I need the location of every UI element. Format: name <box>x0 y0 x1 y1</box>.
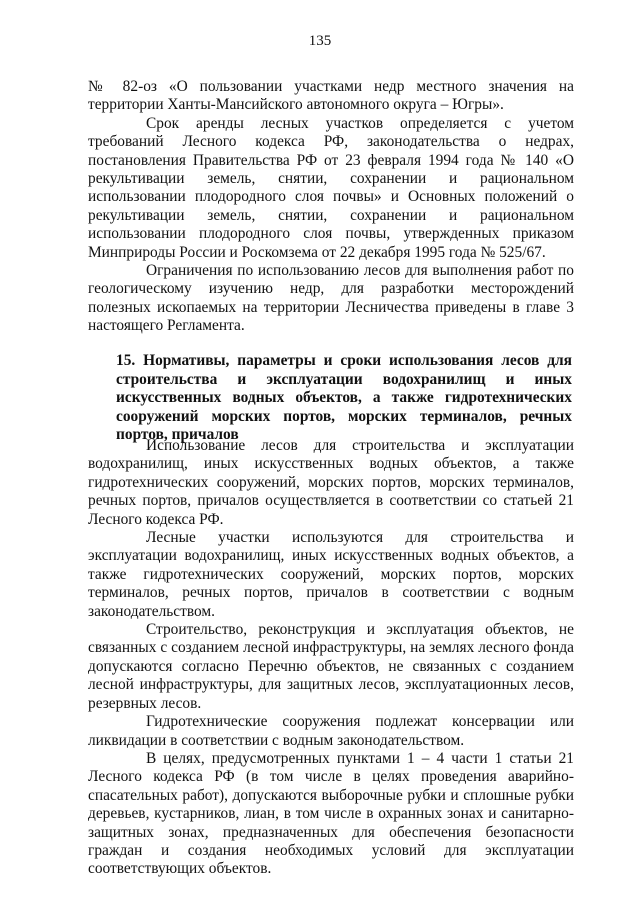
paragraph-continuation: № 82-оз «О пользовании участками недр местного значения на территории Ханты-Мансийского автономного округа – Югры». <box>88 78 574 114</box>
paragraph-usage: Использование лесов для строительства и эксплуатации водохранилищ, иных искусственных водных объектов, а также гидротехнических сооружений, морских портов, морских терминалов, речных портов, причалов осуществляется в соответствии со статьей 21 Лесного кодекса РФ. <box>88 437 574 528</box>
paragraph-logging: В целях, предусмотренных пунктами 1 – 4 части 1 статьи 21 Лесного кодекса РФ (в том числе в целях проведения аварийно-спасательных работ), допускаются выборочные рубки и сплошные рубки деревьев, кустарников, лиан, в том числе в охранных зонах и санитарно-защитных зонах, предназначенных для обеспечения безопасности граждан и создания необходимых условий для эксплуатации соответствующих объектов. <box>88 749 574 878</box>
paragraph-lease-term: Срок аренды лесных участков определяется с учетом требований Лесного кодекса РФ, законодательства о недрах, постановления Правительства РФ от 23 февраля 1994 года № 140 «О рекультивации земель, снятии, сохранении и рациональном использовании плодородного слоя почвы» и Основных положений о рекультивации земель, снятии, сохранении и рациональном использовании плодородного слоя почвы, утвержденных приказом Минприроды России и Роскомзема от 22 декабря 1995 года № 525/67. <box>88 114 574 261</box>
section-heading: 15. Нормативы, параметры и сроки использования лесов для строительства и эксплуатации водохранилищ и иных искусственных водных объектов, а также гидротехнических сооружений морских портов, морских терминалов, речных портов, причалов <box>116 352 572 444</box>
page-number: 135 <box>308 33 332 49</box>
paragraph-construction: Строительство, реконструкция и эксплуатация объектов, не связанных с созданием лесной инфраструктуры, на землях лесного фонда допускаются согласно Перечню объектов, не связанных с созданием лесной инфраструктуры, для защитных лесов, эксплуатационных лесов, резервных лесов. <box>88 621 574 712</box>
section-body <box>88 437 574 879</box>
intro-text-block <box>88 78 574 336</box>
paragraph-restrictions: Ограничения по использованию лесов для выполнения работ по геологическому изучению недр, для разработки месторождений полезных ископаемых на территории Лесничества приведены в главе 3 настоящего Регламента. <box>88 262 574 335</box>
paragraph-hydro-structures: Гидротехнические сооружения подлежат консервации или ликвидации в соответствии с водным законодательством. <box>88 713 574 749</box>
paragraph-forest-plots: Лесные участки используются для строительства и эксплуатации водохранилищ, иных искусственных водных объектов, а также гидротехнических сооружений, морских портов, морских терминалов, речных портов, причалов в соответствии с водным законодательством. <box>88 529 574 620</box>
